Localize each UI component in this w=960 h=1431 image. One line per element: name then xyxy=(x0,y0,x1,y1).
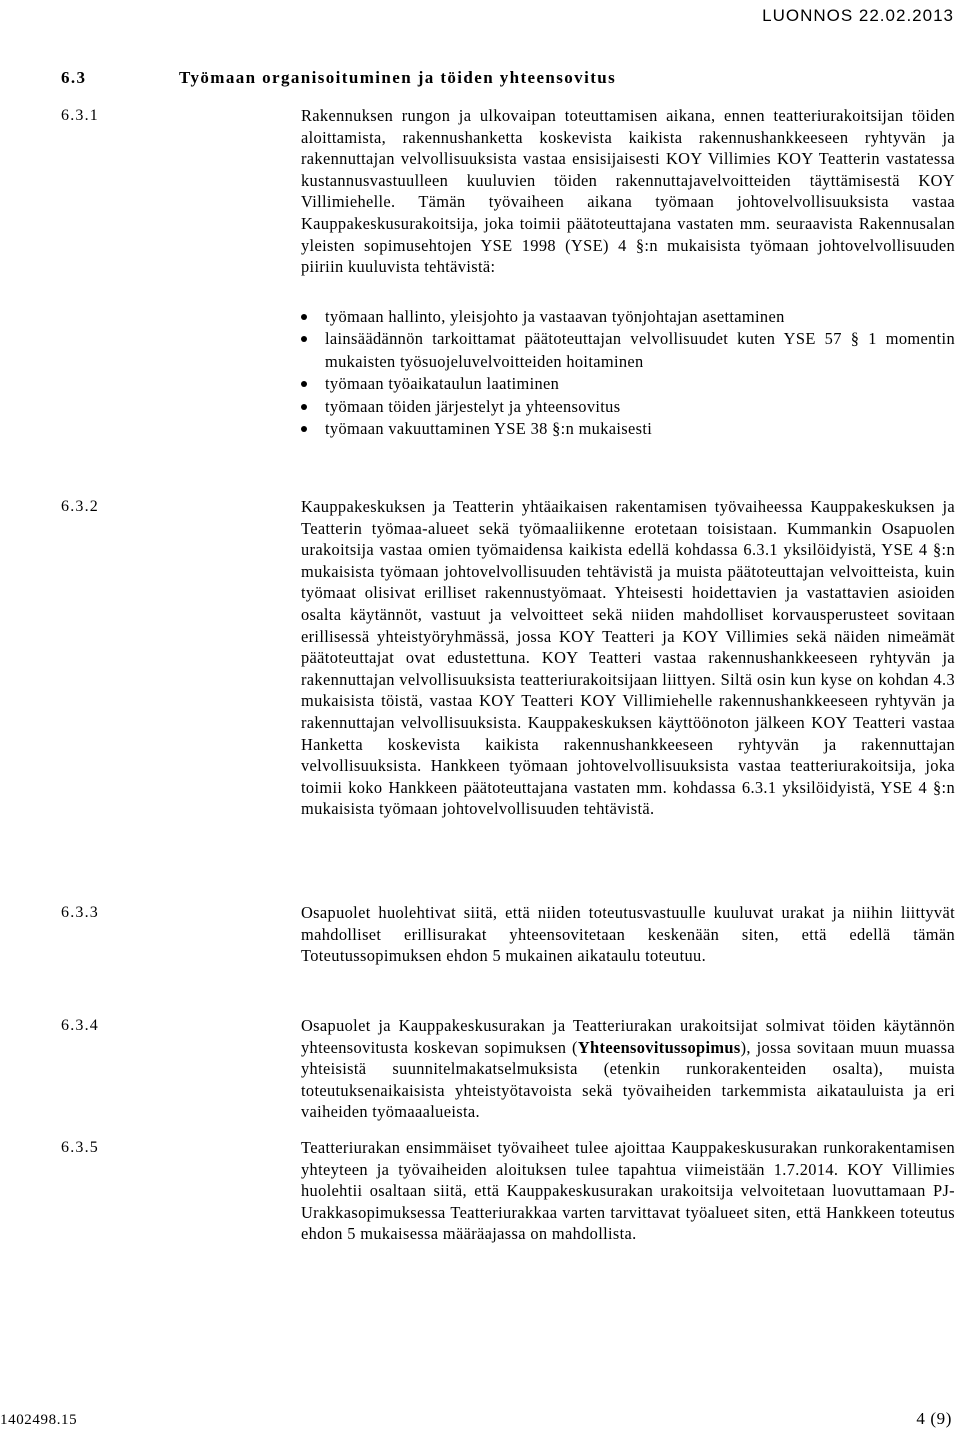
list-item: työmaan töiden järjestelyt ja yhteensovitus xyxy=(301,396,955,419)
clause-text: Osapuolet ja Kauppakeskusurakan ja Teatteriurakan urakoitsijat solmivat töiden käytännön yhteensovitusta koskevan sopimuksen (Yhteensovitussopimus), jossa sovitaan muun muassa yhteisistä suunnitelmakatselmuksista (etenkin runkorakenteiden osalta), muista toteutuksenaikaisista yhteistyötavoista sekä työvaiheiden tarkemmista aikatauluista ja eri vaiheiden työmaaalueista. xyxy=(301,1016,955,1122)
section-heading xyxy=(61,68,616,88)
clause-body xyxy=(301,496,955,820)
bullet-icon xyxy=(301,314,307,320)
list-item: työmaan vakuuttaminen YSE 38 §:n mukaisesti xyxy=(301,418,955,441)
list-item: työmaan hallinto, yleisjohto ja vastaavan työnjohtajan asettaminen xyxy=(301,306,955,329)
bullet-icon xyxy=(301,404,307,410)
list-item: työmaan työaikataulun laatiminen xyxy=(301,373,955,396)
clause-body xyxy=(301,1137,955,1245)
clause-6-3-4 xyxy=(61,1015,955,1123)
clause-body xyxy=(301,902,955,967)
duty-list xyxy=(301,306,955,441)
clause-number: 6.3.1 xyxy=(61,107,99,124)
draft-watermark-label: LUONNOS 22.02.2013 xyxy=(762,6,954,25)
clause-text: Osapuolet huolehtivat siitä, että niiden toteutusvastuulle kuuluvat urakat ja niihin liittyvät mahdolliset erillisurakat yhteensovitetaan keskenään siten, että edellä tämän Toteutussopimuksen ehdon 5 mukainen aikataulu toteutuu. xyxy=(301,903,955,966)
clause-6-3-2 xyxy=(61,496,955,820)
defined-term: Yhteensovitussopimus xyxy=(577,1037,741,1057)
page-number: 4 (9) xyxy=(916,1409,952,1428)
clause-text: Teatteriurakan ensimmäiset työvaiheet tulee ajoittaa Kauppakeskusurakan runkorakentamisen yhteyteen ja työvaiheiden aloituksen tulee tapahtua viimeistään 1.7.2014. KOY Villimies huolehtii osaltaan siitä, että Kauppakeskusurakan urakoitsija velvoitetaan luovuttamaan PJ-Urakkasopimuksessa Teatteriurakkaa varten tarvittavat työalueet siten, että Hankkeen toteutus ehdon 5 mukaisessa määräajassa on mahdollista. xyxy=(301,1138,955,1244)
clause-6-3-5 xyxy=(61,1137,955,1245)
clause-body xyxy=(301,1015,955,1123)
clause-6-3-1 xyxy=(61,105,955,441)
clause-body xyxy=(301,105,955,441)
clause-text: Kauppakeskuksen ja Teatterin yhtäaikaisen rakentamisen työvaiheessa Kauppakeskuksen ja Teatterin työmaa-alueet sekä työmaaliikenne erotetaan toisistaan. Kummankin Osapuolen urakoitsija vastaa omien työmaidensa kaikista edellä kohdassa 6.3.1 yksilöidyistä, YSE 4 §:n mukaisista työmaan johtovelvollisuuden tehtävistä ja muista päätoteuttajan velvoitteista, kuin työmaat olisivat erilliset rakennustyömaat. Yhteisesti hoidettavien ja vastattavien asioiden osalta käytännöt, vastuut ja velvoitteet sekä niiden mahdolliset korvausperusteet sovitaan erillisessä yhteistyöryhmässä, jossa KOY Teatteri ja KOY Villimies sekä näiden nimeämät päätoteuttajat ovat edustettuna. KOY Teatteri vastaa rakennushankkeeseen ryhtyvän ja rakennuttajan velvollisuuksista teatteriurakoitsijaan liittyen. Siltä osin kun kyse on kohdan 4.3 mukaisista töistä, vastaa KOY Teatteri KOY Villimiehelle rakennushankkeeseen ryhtyvän ja rakennuttajan velvollisuuksista. Kauppakeskuksen käyttöönoton jälkeen KOY Teatteri vastaa Hanketta koskevista kaikista rakennushankkeeseen ryhtyvän ja rakennuttajan velvollisuuksista. Hankkeen työmaan johtovelvollisuuksista vastaa teatteriurakoitsija, joka toimii koko Hankkeen päätoteuttajana vastaten mm. kohdassa 6.3.1 yksilöidyistä, YSE 4 §:n mukaisista työmaan johtovelvollisuuden tehtävistä. xyxy=(301,497,955,819)
clause-6-3-3 xyxy=(61,902,955,967)
document-code: 1402498.15 xyxy=(0,1412,78,1428)
bullet-icon xyxy=(301,381,307,387)
clause-number: 6.3.4 xyxy=(61,1017,99,1034)
clause-text: Rakennuksen rungon ja ulkovaipan toteuttamisen aikana, ennen teatteriurakoitsijan töiden aloittamista, rakennushanketta koskevista kaikista rakennushankkeeseen ryhtyvän ja rakennuttajan velvollisuuksista vastaa ensisijaisesti KOY Villimies KOY Teatterin vastatessa kustannusvastuulleen kuuluvien töiden rakennuttajavelvoitteiden täyttämisestä KOY Villimiehelle. Tämän työvaiheen aikana työmaan johtovelvollisuuksista vastaa Kauppakeskusurakoitsija, joka toimii päätoteuttajana vastaten mm. seuraavista Rakennusalan yleisten sopimusehtojen YSE 1998 (YSE) 4 §:n mukaisista työmaan johtovelvollisuuden piiriin kuuluvista tehtävistä: xyxy=(301,106,955,277)
bullet-icon xyxy=(301,336,307,342)
clause-number: 6.3.3 xyxy=(61,904,99,921)
section-number: 6.3 xyxy=(61,68,87,87)
list-item: lainsäädännön tarkoittamat päätoteuttajan velvollisuudet kuten YSE 57 § 1 momentin mukaisten työsuojeluvelvoitteiden hoitaminen xyxy=(301,328,955,373)
bullet-icon xyxy=(301,426,307,432)
clause-number: 6.3.2 xyxy=(61,498,99,515)
section-title: Työmaan organisoituminen ja töiden yhteensovitus xyxy=(179,68,617,87)
clause-number: 6.3.5 xyxy=(61,1139,99,1156)
